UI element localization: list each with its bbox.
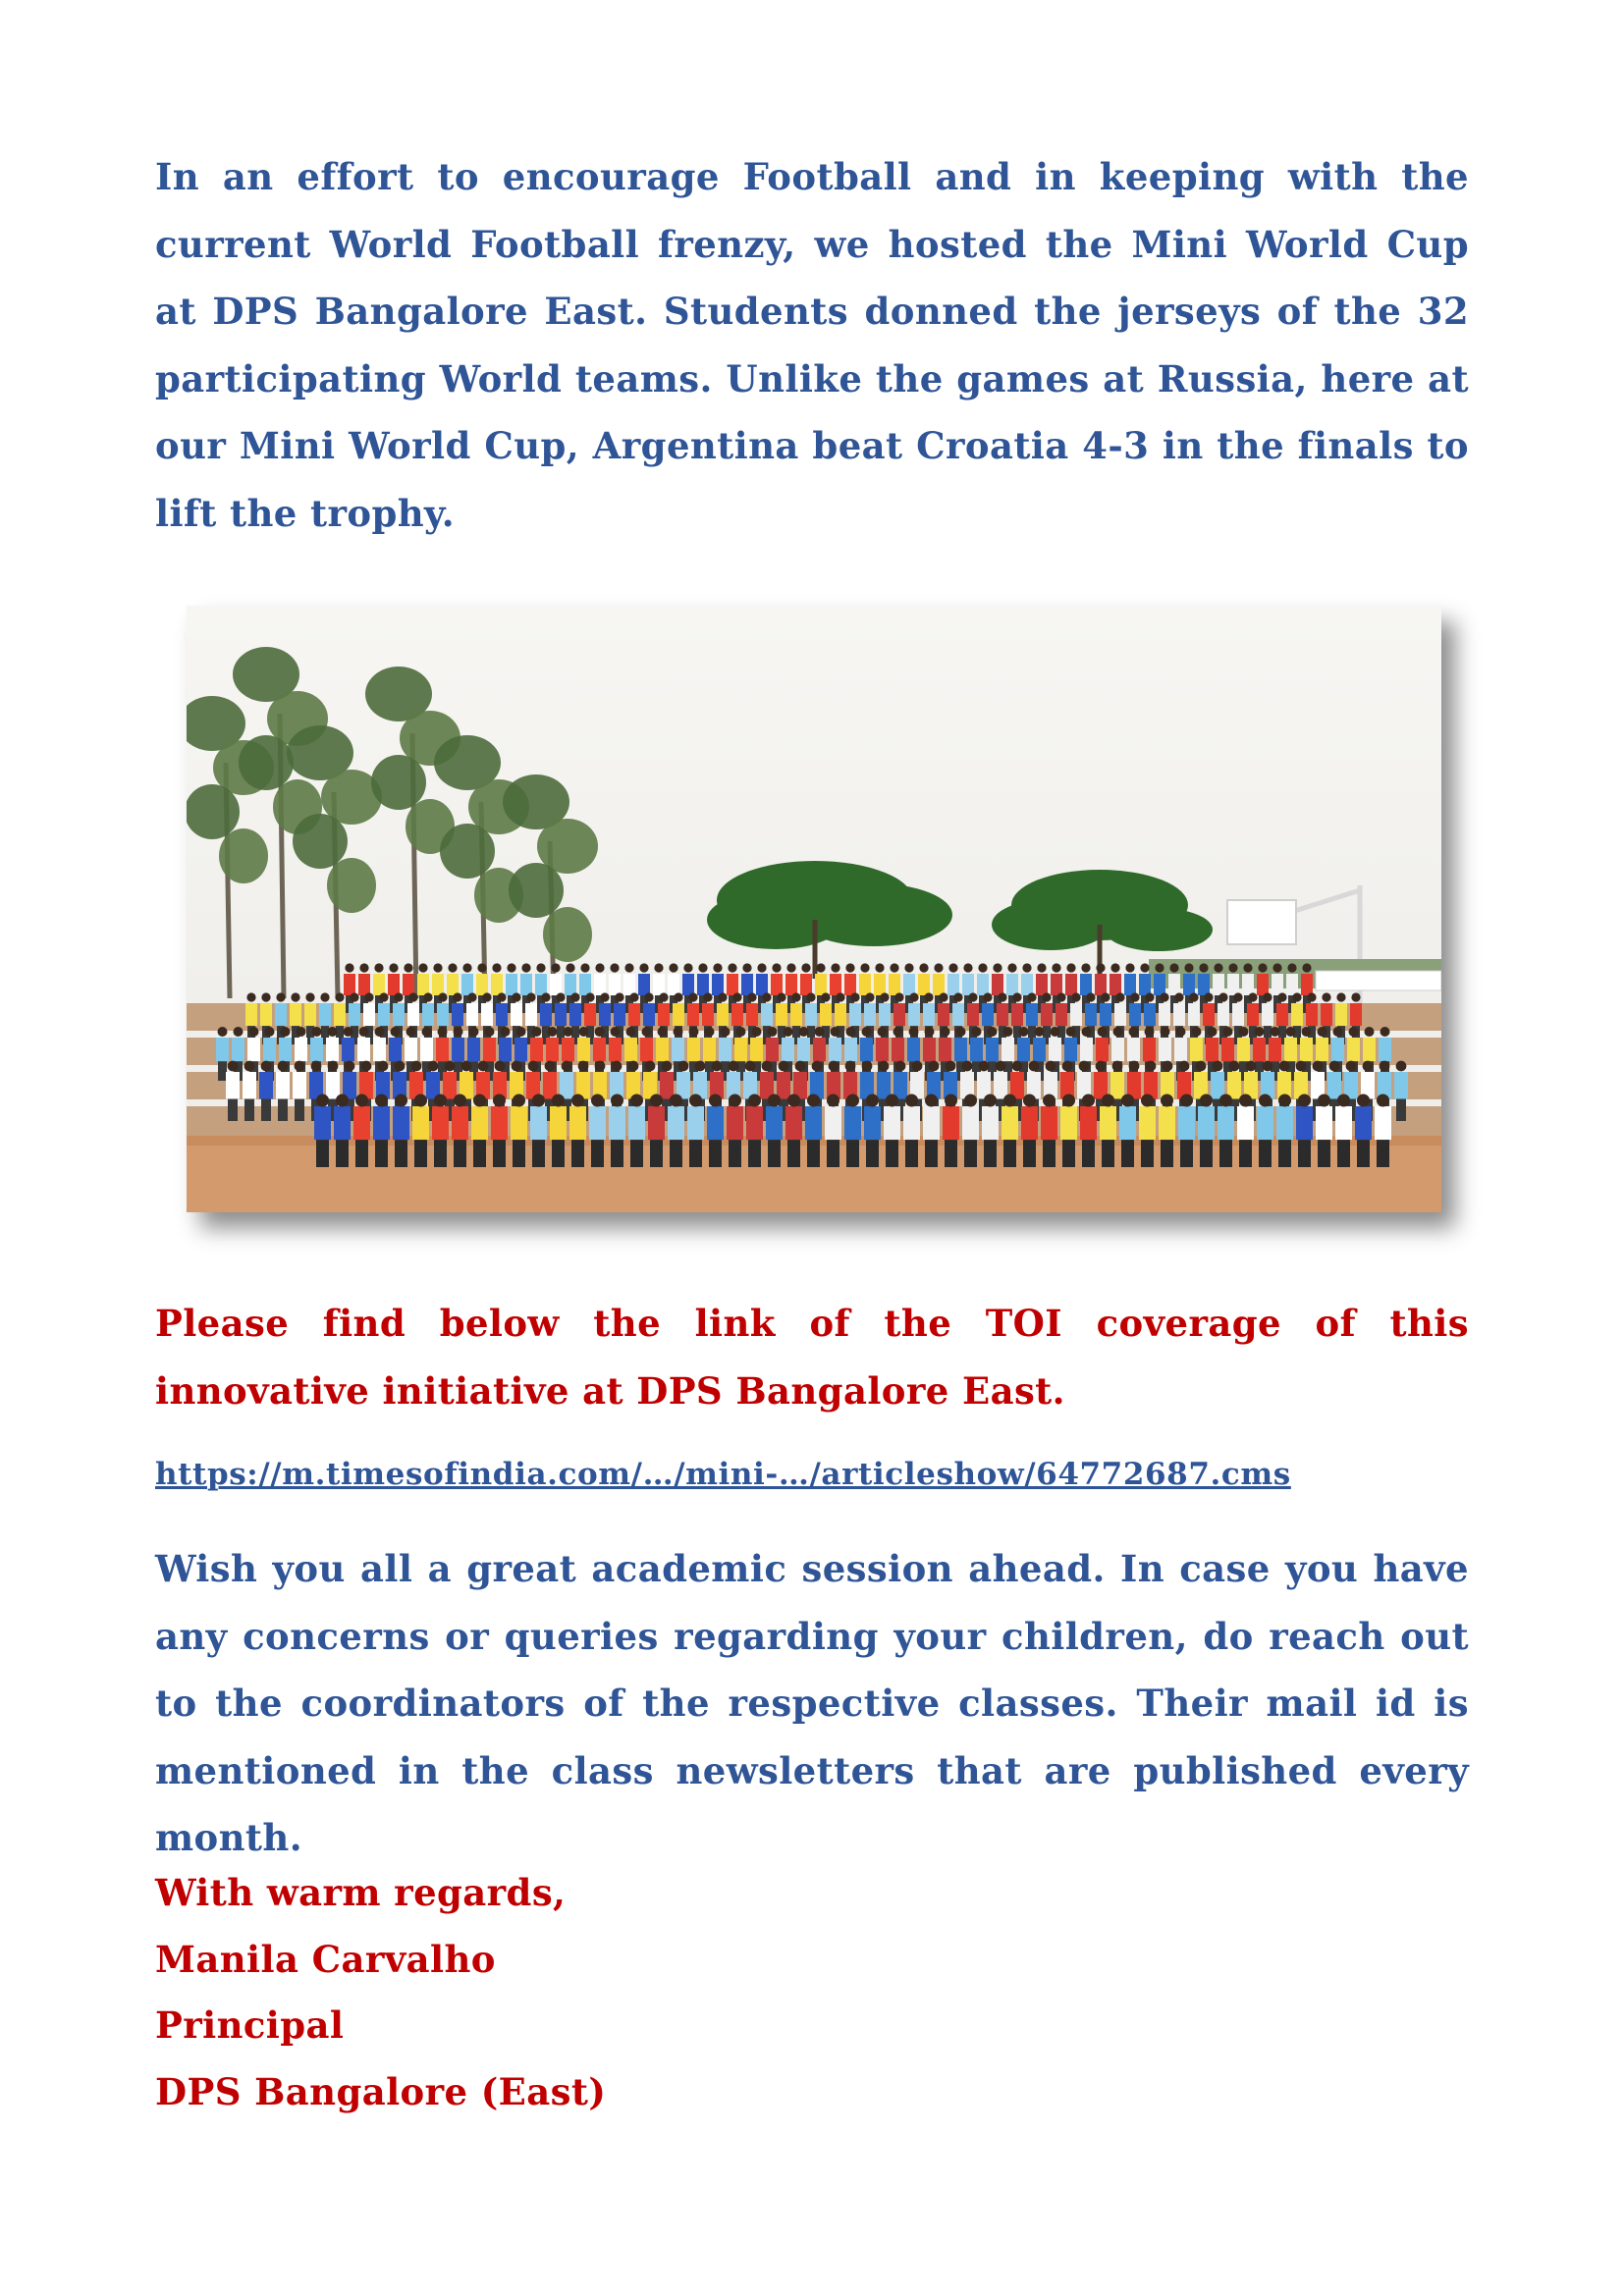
intro-paragraph: In an effort to encourage Football and in keeping with the current World Football frenzy, we hosted the Mini World Cup at DPS Bangalore East. Students donned the jerseys of the 32 participating World teams. Unlike the games at Russia, here at our Mini World Cup, Argentina beat Croatia 4-3 in the finals to lift the trophy. xyxy=(155,155,1469,535)
toi-article-link[interactable]: https://m.timesofindia.com/…/mini-…/articleshow/64772687.cms xyxy=(155,1457,1291,1492)
toi-coverage-note: Please find below the link of the TOI coverage of this innovative initiative at DPS Bangalore East. xyxy=(155,1302,1469,1413)
wishes-paragraph: Wish you all a great academic session ahead. In case you have any concerns or queries regarding your children, do reach out to the coordinators of the respective classes. Their mail id is mentioned in the class newsletters that are published every month. xyxy=(155,1547,1469,1859)
signature-school: DPS Bangalore (East) xyxy=(155,2069,607,2113)
group-photo xyxy=(187,606,1441,1212)
signature-name: Manila Carvalho xyxy=(155,1937,496,1981)
signature-title: Principal xyxy=(155,2003,345,2047)
signature-closing: With warm regards, xyxy=(155,1871,567,1914)
signature-block xyxy=(155,1860,606,2125)
